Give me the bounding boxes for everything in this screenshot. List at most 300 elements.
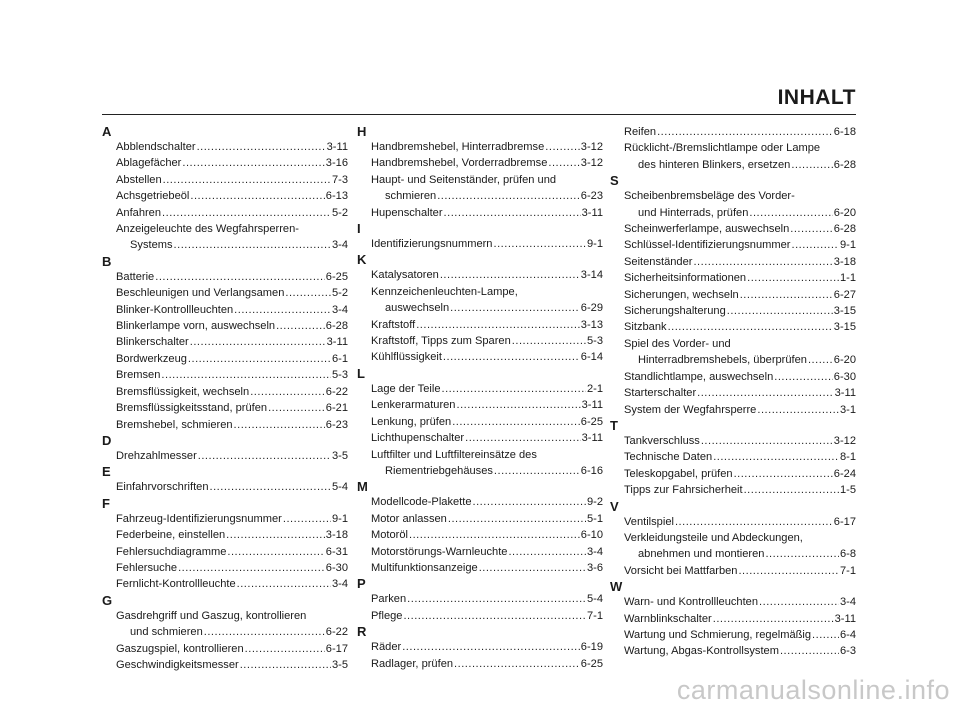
index-entry (357, 172, 603, 205)
index-entry (610, 482, 856, 498)
entry-label: Ventilspiel (624, 515, 674, 528)
index-letter-heading: W (610, 579, 623, 595)
entry-page-ref: 3-12 (580, 157, 603, 170)
index-entry (610, 237, 856, 253)
entry-page-ref: 6-20 (833, 354, 856, 367)
index-entry (357, 236, 603, 252)
dot-leader (774, 369, 833, 385)
entry-label: Bremsen (116, 369, 161, 382)
index-entry (102, 302, 348, 318)
entry-label: Fehlersuche (116, 561, 178, 574)
entry-label: Batterie (116, 270, 155, 283)
dot-leader (268, 400, 325, 416)
dot-leader (190, 334, 326, 350)
dot-leader (210, 479, 331, 495)
dot-leader (283, 511, 331, 527)
entry-label: Anfahren (116, 206, 162, 219)
index-entry-line (624, 319, 856, 335)
dot-leader (162, 205, 331, 221)
index-entry-line (116, 221, 348, 237)
entry-page-ref: 3-11 (326, 141, 348, 153)
dot-leader (808, 352, 833, 368)
entry-page-ref: 6-16 (580, 464, 603, 477)
dot-leader (734, 466, 833, 482)
entry-page-ref: 6-1 (331, 352, 348, 365)
dot-leader (738, 563, 838, 579)
index-entry-line (371, 511, 603, 527)
index-entry-line (624, 530, 856, 546)
entry-page-ref: 9-1 (839, 239, 856, 252)
index-entry (102, 269, 348, 285)
dot-leader (759, 594, 839, 610)
entry-page-ref: 8-1 (839, 451, 856, 464)
dot-leader (416, 317, 580, 333)
index-entry (357, 397, 603, 413)
dot-leader (437, 188, 580, 204)
index-entry-line (116, 334, 348, 350)
entry-page-ref: 3-4 (586, 545, 603, 558)
index-entry-line (116, 511, 348, 527)
index-letter-heading: V (610, 498, 619, 514)
index-entry (357, 139, 603, 155)
index-entry (610, 369, 856, 385)
index-entry-line (116, 560, 348, 576)
index-letter-heading: E (102, 464, 111, 480)
entry-label: Fernlicht-Kontrollleuchte (116, 578, 236, 591)
entry-page-ref: 3-13 (580, 318, 603, 331)
entry-label: Haupt- und Seitenständer, prüfen und (371, 173, 557, 186)
entry-page-ref: 6-17 (833, 515, 856, 528)
entry-label: Warnblinkschalter (624, 612, 712, 625)
index-letter-heading: K (357, 252, 367, 268)
entry-page-ref: 5-3 (331, 369, 348, 382)
entry-label: Lichthupenschalter (371, 432, 465, 445)
entry-label: Kennzeichenleuchten-Lampe, (371, 285, 518, 298)
index-entry-line (624, 611, 856, 627)
index-entry (357, 511, 603, 527)
entry-page-ref: 1-1 (839, 272, 856, 285)
entry-page-ref: 3-4 (331, 239, 348, 252)
entry-label: Tipps zur Fahrsicherheit (624, 484, 743, 497)
entry-label: Bremsflüssigkeitsstand, prüfen (116, 402, 268, 415)
index-letter-heading: G (102, 592, 113, 608)
entry-page-ref: 3-12 (833, 434, 856, 447)
entry-label: Motorstörungs-Warnleuchte (371, 545, 508, 558)
index-letter-heading: D (102, 432, 112, 448)
entry-page-ref: 5-2 (331, 206, 348, 219)
entry-page-ref: 6-24 (833, 467, 856, 480)
index-entry (102, 367, 348, 383)
index-entry-line (116, 527, 348, 543)
dot-leader (749, 205, 832, 221)
index-entry (610, 254, 856, 270)
index-entry-line (371, 317, 603, 333)
index-entry (610, 643, 856, 659)
dot-leader (174, 237, 331, 253)
index-entry-line (116, 400, 348, 416)
index-entry (102, 527, 348, 543)
entry-page-ref: 6-28 (833, 158, 856, 171)
index-entry (102, 641, 348, 657)
index-entry (102, 657, 348, 673)
index-entry (357, 205, 603, 221)
index-entry (102, 417, 348, 433)
index-letter-heading: T (610, 417, 618, 433)
entry-page-ref: 3-14 (580, 269, 603, 282)
index-entry-line (116, 544, 348, 560)
page-title: INHALT (777, 86, 856, 109)
entry-label: Standlichtlampe, auswechseln (624, 370, 774, 383)
entry-page-ref: 6-28 (325, 320, 348, 333)
index-entry (357, 267, 603, 283)
entry-page-ref: 3-16 (325, 157, 348, 170)
index-entry-line (116, 139, 348, 155)
index-entry-line (624, 140, 856, 156)
entry-page-ref: 6-29 (580, 302, 603, 315)
index-entry (102, 384, 348, 400)
index-entry-line (624, 336, 856, 352)
index-entry-line (371, 397, 603, 413)
entry-label: Motoröl (371, 529, 408, 542)
index-letter-heading: I (357, 221, 361, 237)
index-entry (102, 334, 348, 350)
dot-leader (713, 611, 834, 627)
entry-label: Sicherungen, wechseln (624, 288, 739, 301)
dot-leader (234, 302, 331, 318)
index-entry-line (624, 124, 856, 140)
index-entry (357, 430, 603, 446)
index-entry-line (624, 466, 856, 482)
dot-leader (473, 494, 586, 510)
dot-leader (512, 333, 586, 349)
entry-page-ref: 6-27 (833, 288, 856, 301)
dot-leader (204, 624, 325, 640)
entry-page-ref: 6-25 (325, 270, 348, 283)
dot-leader (178, 560, 325, 576)
index-entry (610, 336, 856, 369)
index-entry (357, 155, 603, 171)
index-entry-line (116, 384, 348, 400)
entry-label: schmieren (385, 190, 437, 203)
index-entry-line (624, 287, 856, 303)
dot-leader (182, 155, 324, 171)
dot-leader (190, 188, 324, 204)
entry-label: Blinker-Kontrollleuchten (116, 303, 234, 316)
entry-page-ref: 6-23 (325, 418, 348, 431)
entry-label: System der Wegfahrsperre (624, 403, 757, 416)
index-entry (102, 285, 348, 301)
entry-label: Starterschalter (624, 387, 697, 400)
entry-label: Luftfilter und Luftfiltereinsätze des (371, 448, 537, 461)
entry-label: Modellcode-Plakette (371, 496, 472, 509)
index-entry-line (371, 172, 603, 188)
index-entry-line (624, 627, 856, 643)
index-entry (357, 494, 603, 510)
index-entry (610, 514, 856, 530)
entry-page-ref: 3-11 (326, 336, 348, 349)
entry-label: Fehlersuchdiagramme (116, 545, 227, 558)
entry-label: Lenkerarmaturen (371, 399, 456, 412)
entry-page-ref: 6-18 (833, 126, 856, 138)
index-entry (357, 284, 603, 317)
index-entry (610, 385, 856, 401)
entry-page-ref: 3-4 (839, 596, 856, 609)
entry-page-ref: 3-1 (839, 403, 856, 416)
entry-label: Hupenschalter (371, 206, 443, 219)
index-entry-line (371, 188, 603, 204)
entry-page-ref: 6-8 (839, 548, 856, 561)
dot-leader (675, 514, 833, 530)
entry-label: Achsgetriebeöl (116, 190, 190, 203)
entry-label: Federbeine, einstellen (116, 529, 226, 542)
index-letter-heading: R (357, 624, 367, 640)
index-letter-heading: B (102, 253, 112, 269)
entry-label: Ablagefächer (116, 157, 182, 170)
index-entry (610, 530, 856, 563)
index-entry-line (371, 656, 603, 672)
index-entry-line (116, 205, 348, 221)
index-entry (610, 303, 856, 319)
index-entry-line (371, 349, 603, 365)
index-entry (357, 591, 603, 607)
index-entry (102, 188, 348, 204)
entry-page-ref: 6-25 (580, 657, 603, 670)
index-entry-line (371, 544, 603, 560)
index-entry-line (371, 300, 603, 316)
entry-page-ref: 5-4 (586, 593, 603, 606)
entry-page-ref: 6-22 (325, 626, 348, 639)
index-entry (610, 611, 856, 627)
index-entry (610, 466, 856, 482)
index-entry-line (624, 205, 856, 221)
index-entry (357, 333, 603, 349)
index-entry-line (624, 546, 856, 562)
index-entry-line (371, 639, 603, 655)
dot-leader (250, 384, 325, 400)
index-entry-line (371, 447, 603, 463)
dot-leader (765, 546, 839, 562)
entry-label: Technische Daten (624, 451, 713, 464)
index-entry (357, 349, 603, 365)
dot-leader (443, 349, 580, 365)
dot-leader (479, 560, 586, 576)
index-entry-line (624, 188, 856, 204)
entry-page-ref: 6-23 (580, 190, 603, 203)
dot-leader (701, 433, 833, 449)
entry-label: Systems (130, 239, 173, 252)
entry-label: Kraftstoff, Tipps zum Sparen (371, 335, 511, 348)
dot-leader (545, 139, 580, 155)
entry-label: Wartung, Abgas-Kontrollsystem (624, 645, 779, 658)
index-entry (357, 639, 603, 655)
entry-label: Drehzahlmesser (116, 449, 197, 462)
entry-label: Handbremshebel, Hinterradbremse (371, 141, 545, 153)
index-entry (102, 221, 348, 254)
entry-label: Lage der Teile (371, 382, 441, 395)
entry-label: Geschwindigkeitsmesser (116, 658, 239, 671)
dot-leader (245, 641, 325, 657)
index-entry-line (371, 527, 603, 543)
index-entry-line (116, 188, 348, 204)
entry-label: Vorsicht bei Mattfarben (624, 564, 738, 577)
index-entry (357, 414, 603, 430)
entry-label: Rücklicht-/Bremslichtlampe oder Lampe (624, 142, 821, 155)
dot-leader (402, 639, 580, 655)
dot-leader (197, 139, 326, 155)
index-entry-line (116, 417, 348, 433)
index-entry (610, 319, 856, 335)
dot-leader (740, 287, 833, 303)
entry-page-ref: 6-13 (325, 190, 348, 203)
entry-page-ref: 6-17 (325, 642, 348, 655)
dot-leader (161, 367, 331, 383)
entry-label: Riementriebgehäuses (385, 464, 493, 477)
entry-page-ref: 6-10 (580, 529, 603, 542)
watermark: carmanualsonline.info (676, 675, 950, 705)
dot-leader (744, 482, 839, 498)
entry-page-ref: 3-11 (581, 432, 603, 445)
index-entry-line (624, 254, 856, 270)
index-entry (102, 351, 348, 367)
entry-label: Anzeigeleuchte des Wegfahrsperren- (116, 223, 299, 236)
index-entry (357, 560, 603, 576)
index-letter-heading: F (102, 495, 110, 511)
index-entry-line (371, 430, 603, 446)
index-entry-line (371, 414, 603, 430)
index-entry-line (116, 624, 348, 640)
entry-page-ref: 6-30 (325, 561, 348, 574)
index-entry-line (624, 402, 856, 418)
index-entry (610, 221, 856, 237)
entry-page-ref: 3-18 (325, 529, 348, 542)
entry-label: Räder (371, 641, 402, 654)
entry-label: Gasdrehgriff und Gaszug, kontrollieren (116, 609, 307, 622)
index-letter-heading: H (357, 124, 367, 139)
entry-page-ref: 6-20 (833, 206, 856, 219)
entry-page-ref: 3-5 (331, 449, 348, 462)
index-entry (610, 563, 856, 579)
index-entry-line (371, 608, 603, 624)
index-column-left (102, 124, 348, 673)
index-entry-line (116, 237, 348, 253)
entry-label: Seitenständer (624, 255, 693, 268)
index-letter-heading: L (357, 365, 365, 381)
entry-label: Motor anlassen (371, 512, 447, 525)
index-entry (357, 317, 603, 333)
dot-leader (450, 300, 580, 316)
index-entry-line (624, 594, 856, 610)
index-entry-line (116, 641, 348, 657)
entry-label: Blinkerlampe vorn, auswechseln (116, 320, 276, 333)
entry-page-ref: 3-11 (581, 399, 603, 412)
index-letter-heading: M (357, 479, 368, 495)
entry-label: Warn- und Kontrollleuchten (624, 596, 759, 609)
index-entry-line (624, 369, 856, 385)
entry-label: Lenkung, prüfen (371, 415, 452, 428)
entry-page-ref: 7-1 (839, 564, 856, 577)
entry-page-ref: 6-25 (580, 415, 603, 428)
entry-page-ref: 2-1 (586, 382, 603, 395)
dot-leader (440, 267, 580, 283)
index-entry (610, 140, 856, 173)
entry-label: Abblendschalter (116, 141, 196, 153)
index-entry-line (624, 157, 856, 173)
index-entry (102, 172, 348, 188)
dot-leader (403, 608, 585, 624)
index-entry-line (116, 269, 348, 285)
index-entry (357, 381, 603, 397)
entry-label: Parken (371, 593, 407, 606)
entry-page-ref: 3-12 (580, 141, 603, 153)
dot-leader (693, 254, 832, 270)
index-entry (102, 576, 348, 592)
index-entry (357, 656, 603, 672)
entry-page-ref: 1-5 (839, 484, 856, 497)
entry-page-ref: 7-1 (586, 609, 603, 622)
index-entry-line (624, 270, 856, 286)
dot-leader (226, 527, 325, 543)
entry-label: Pflege (371, 609, 403, 622)
dot-leader (668, 319, 833, 335)
index-entry (102, 511, 348, 527)
entry-label: Sitzbank (624, 321, 667, 334)
entry-label: Radlager, prüfen (371, 657, 454, 670)
dot-leader (657, 124, 833, 140)
entry-label: Kraftstoff (371, 318, 416, 331)
index-entry-line (116, 576, 348, 592)
dot-leader (465, 430, 580, 446)
index-entry-line (371, 155, 603, 171)
index-entry-line (116, 351, 348, 367)
index-entry-line (624, 563, 856, 579)
index-entry-line (624, 385, 856, 401)
dot-leader (163, 172, 331, 188)
index-entry (357, 527, 603, 543)
index-entry-line (116, 367, 348, 383)
index-entry-line (371, 267, 603, 283)
entry-page-ref: 6-19 (580, 641, 603, 654)
index-entry-line (624, 433, 856, 449)
entry-page-ref: 5-1 (586, 512, 603, 525)
dot-leader (548, 155, 579, 171)
entry-label: Beschleunigen und Verlangsamen (116, 287, 285, 300)
entry-page-ref: 6-22 (325, 385, 348, 398)
index-entry-line (371, 560, 603, 576)
entry-label: Tankverschluss (624, 434, 700, 447)
index-entry-line (624, 352, 856, 368)
entry-page-ref: 6-31 (325, 545, 348, 558)
dot-leader (508, 544, 585, 560)
entry-page-ref: 5-4 (331, 481, 348, 494)
dot-leader (155, 269, 325, 285)
dot-leader (198, 448, 331, 464)
entry-label: Fahrzeug-Identifizierungsnummer (116, 512, 282, 525)
index-entry-line (116, 172, 348, 188)
index-entry (610, 270, 856, 286)
dot-leader (790, 221, 833, 237)
entry-page-ref: 6-3 (839, 645, 856, 658)
entry-label: und schmieren (130, 626, 203, 639)
entry-page-ref: 3-11 (834, 387, 856, 400)
index-entry (357, 544, 603, 560)
index-entry-line (624, 221, 856, 237)
entry-page-ref: 3-4 (331, 303, 348, 316)
dot-leader (727, 303, 833, 319)
dot-leader (493, 236, 585, 252)
index-entry (610, 287, 856, 303)
index-entry-line (371, 139, 603, 155)
index-entry (102, 205, 348, 221)
